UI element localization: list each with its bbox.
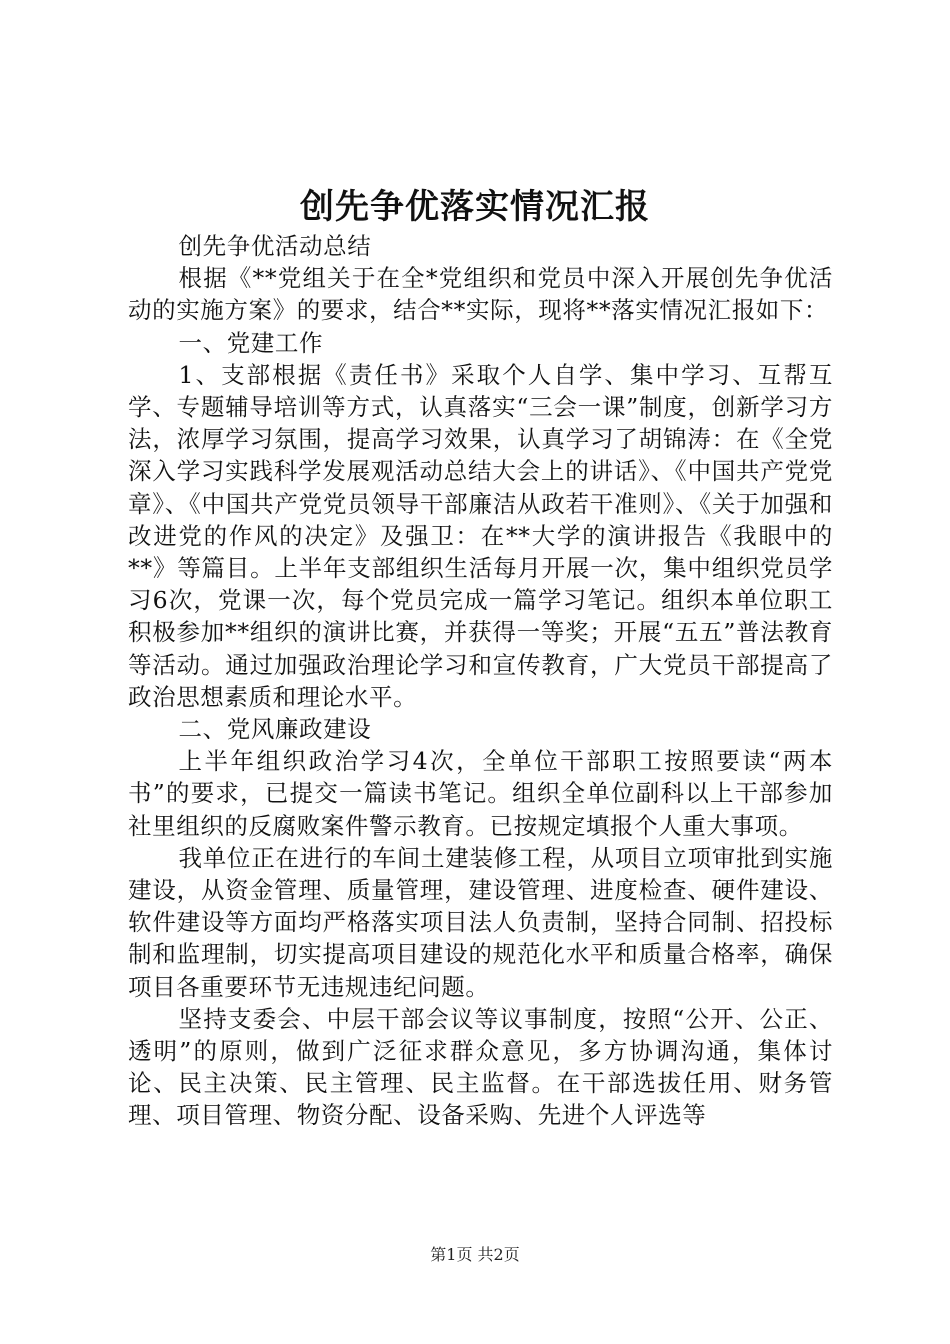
paragraph-party-building: 1、支部根据《责任书》采取个人自学、集中学习、互帮互学、专题辅导培训等方式，认真落实“三会一课”制度，创新学习方法，浓厚学习氛围，提高学习效果，认真学习了胡锦涛：在《全党深入学习实践科学发展观活动总结大会上的讲话》、《中国共产党党章》、《中国共产党党员领导干部廉洁从政若干准则》、《关于加强和改进党的作风的决定》及强卫：在**大学的演讲报告《我眼中的**》等篇目。上半年支部组织生活每月开展一次，集中组织党员学习6次，党课一次，每个党员完成一篇学习笔记。组织本单位职工积极参加**组织的演讲比赛，并获得一等奖；开展“五五”普法教育等活动。通过加强政治理论学习和宣传教育，广大党员干部提高了政治思想素质和理论水平。 [128,360,833,711]
document-body [128,230,833,1132]
page-number-footer: 第1页 共2页 [430,1245,520,1264]
paragraph-subtitle: 创先争优活动总结 [178,232,372,260]
section-heading-integrity: 二、党风廉政建设 [178,715,372,744]
paragraph-study: 上半年组织政治学习4次，全单位干部职工按照要读“两本书”的要求，已提交一篇读书笔记。组织全单位副科以上干部参加社里组织的反腐败案件警示教育。已按规定填报个人重大事项。 [128,747,833,840]
paragraph-intro: 根据《**党组关于在全*党组织和党员中深入开展创先争优活动的实施方案》的要求，结合**实际，现将**落实情况汇报如下： [128,264,833,325]
document-title: 创先争优落实情况汇报 [300,187,650,227]
section-heading-party-building: 一、党建工作 [178,328,324,357]
paragraph-democracy: 坚持支委会、中层干部会议等议事制度，按照“公开、公正、透明”的原则，做到广泛征求群众意见，多方协调沟通，集体讨论、民主决策、民主管理、民主监督。在干部选拔任用、财务管理、项目管理、物资分配、设备采购、先进个人评选等 [128,1004,833,1130]
paragraph-construction: 我单位正在进行的车间土建装修工程，从项目立项审批到实施建设，从资金管理、质量管理，建设管理、进度检查、硬件建设、软件建设等方面均严格落实项目法人负责制，坚持合同制、招投标制和监理制，切实提高项目建设的规范化水平和质量合格率，确保项目各重要环节无违规违纪问题。 [128,843,833,1001]
